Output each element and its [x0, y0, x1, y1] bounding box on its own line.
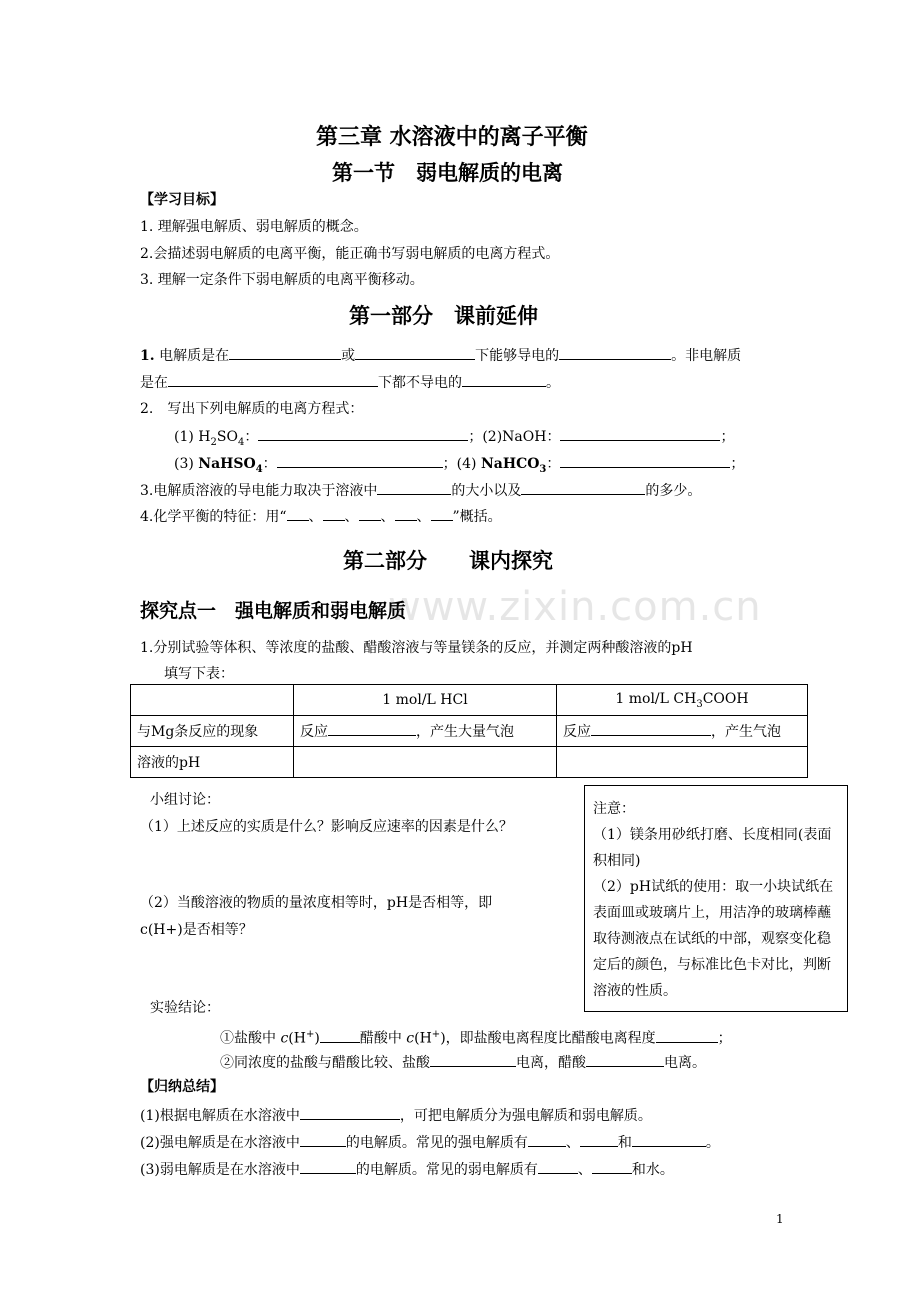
- part1-q3: [140, 480, 701, 501]
- blank[interactable]: [580, 1132, 618, 1147]
- q3-text-c: 的多少。: [645, 483, 702, 499]
- nahco3-formula: NaHCO$_3$: [480, 456, 547, 475]
- colon: ：: [244, 429, 259, 445]
- chapter-title: 第三章 水溶液中的离子平衡: [316, 124, 588, 150]
- separator: ；: [730, 456, 745, 472]
- colon: ：: [546, 456, 561, 472]
- blank[interactable]: [229, 345, 341, 360]
- table-row-label: 溶液的pH: [131, 747, 294, 778]
- separator: 、: [308, 509, 323, 525]
- discussion-q2-line2: c(H+)是否相等？: [140, 922, 253, 938]
- discussion-header: 小组讨论：: [150, 792, 220, 808]
- blank[interactable]: [377, 480, 451, 495]
- conclusion-2-text-b: 电离，醋酸: [516, 1055, 586, 1071]
- blank[interactable]: [168, 372, 378, 387]
- section-title: 第一节 弱电解质的电离: [332, 160, 563, 185]
- q1-text-g: 。: [546, 375, 560, 391]
- part1-q1-line2: [140, 372, 560, 393]
- q1-text-d: 。非电解质: [671, 348, 742, 364]
- blank[interactable]: [287, 506, 309, 521]
- discussion-q2-line1: （2）当酸溶液的物质的量浓度相等时，pH是否相等，即: [140, 895, 493, 911]
- q2-3-label: (3): [174, 456, 194, 472]
- part2-q1-line1: 1.分别试验等体积、等浓度的盐酸、醋酸溶液与等量镁条的反应，并测定两种酸溶液的pH: [140, 640, 693, 656]
- q2-1-label: (1): [174, 429, 194, 445]
- blank[interactable]: [320, 1028, 360, 1043]
- blank[interactable]: [300, 1105, 400, 1120]
- separator: ；: [720, 429, 735, 445]
- blank[interactable]: [632, 1132, 706, 1147]
- part1-q2: 2. 写出下列电解质的电离方程式：: [140, 401, 364, 417]
- blank[interactable]: [560, 426, 720, 441]
- part2-q1-line2: 填写下表：: [164, 666, 234, 682]
- summary-3: (3)弱电解质是在水溶液中 的电解质。常见的弱电解质有 、 和水。: [140, 1159, 674, 1180]
- blank[interactable]: [277, 453, 443, 468]
- page-number: 1: [776, 1212, 784, 1226]
- conclusion-1: ①盐酸中 c(H+) 醋酸中 c(H+)，即盐酸电离程度比醋酸电离程度 ；: [220, 1029, 732, 1047]
- note-line-1: （1）镁条用砂纸打磨、长度相同(表面积相同): [593, 827, 832, 869]
- table-cell: 反应 ，产生气泡: [557, 716, 808, 747]
- blank[interactable]: [521, 480, 645, 495]
- table-row-label: 与Mg条反应的现象: [131, 716, 294, 747]
- separator: 、: [416, 509, 431, 525]
- separator: ；: [442, 456, 457, 472]
- blank[interactable]: [355, 345, 475, 360]
- objective-1: 1. 理解强电解质、弱电解质的概念。: [140, 219, 368, 235]
- conclusion-2: [220, 1052, 706, 1073]
- q1-text-e: 是在: [140, 375, 168, 391]
- blank[interactable]: [430, 1052, 516, 1067]
- table-cell[interactable]: [294, 747, 557, 778]
- q2-4-label: (4): [456, 456, 477, 472]
- conclusion-2-text-a: ②同浓度的盐酸与醋酸比较、盐酸: [220, 1055, 430, 1071]
- separator: 、: [344, 509, 359, 525]
- table-row: [131, 716, 808, 747]
- h2so4-formula: $H_2SO_4$: [198, 429, 245, 448]
- objective-2: 2.会描述弱电解质的电离平衡，能正确书写弱电解质的电离方程式。: [140, 246, 560, 262]
- part1-q2-row1: [174, 426, 734, 453]
- part1-q1-line1: [140, 345, 741, 366]
- separator: 、: [380, 509, 395, 525]
- q1-text-b: 或: [341, 348, 356, 364]
- table-row: [131, 747, 808, 778]
- note-box: [584, 785, 848, 1012]
- q3-text-b: 的大小以及: [451, 483, 522, 499]
- conclusion-header: 实验结论：: [150, 1000, 220, 1016]
- table-header-hcl: 1 mol/L HCl: [294, 685, 557, 716]
- watermark: www.zixin.com.cn: [388, 584, 762, 630]
- blank[interactable]: [300, 1132, 346, 1147]
- table-header-row: [131, 685, 808, 716]
- separator: ；: [468, 429, 483, 445]
- blank[interactable]: [395, 506, 417, 521]
- q1-text-c: 下能够导电的: [475, 348, 560, 364]
- part2-subheading: 探究点一 强电解质和弱电解质: [140, 600, 407, 622]
- q3-text-a: 3.电解质溶液的导电能力取决于溶液中: [140, 483, 378, 499]
- blank[interactable]: [359, 506, 381, 521]
- blank[interactable]: [328, 721, 416, 736]
- blank[interactable]: [323, 506, 345, 521]
- q2-2-label: (2)NaOH：: [482, 429, 561, 445]
- discussion-q1: （1）上述反应的实质是什么？影响反应速率的因素是什么？: [140, 819, 513, 835]
- objectives-header: 【学习目标】: [140, 192, 224, 208]
- conclusion-1-text-e: ；: [717, 1030, 732, 1047]
- part2-heading: 第二部分 课内探究: [343, 548, 553, 573]
- table-cell: 反应 ，产生大量气泡: [294, 716, 557, 747]
- blank[interactable]: [258, 426, 468, 441]
- experiment-table: [130, 684, 808, 778]
- table-cell[interactable]: [557, 747, 808, 778]
- conclusion-1-text-b: 醋酸中: [359, 1030, 402, 1047]
- q1-number: 1.: [140, 348, 155, 364]
- blank[interactable]: [462, 372, 546, 387]
- q4-text-b: ”概括。: [452, 509, 502, 525]
- blank[interactable]: [591, 721, 711, 736]
- blank[interactable]: [431, 506, 453, 521]
- q1-text-f: 下都不导电的: [378, 375, 462, 391]
- table-header-ch3cooh: 1 mol/L $CH_3COOH$: [557, 685, 808, 716]
- blank[interactable]: [538, 1159, 578, 1174]
- summary-1: (1)根据电解质在水溶液中 ，可把电解质分为强电解质和弱电解质。: [140, 1105, 652, 1126]
- objective-3: 3. 理解一定条件下弱电解质的电离平衡移动。: [140, 272, 424, 288]
- blank[interactable]: [586, 1052, 664, 1067]
- nahso4-formula: NaHSO$_4$: [198, 456, 263, 475]
- blank[interactable]: [656, 1028, 718, 1043]
- conclusion-2-text-c: 电离。: [664, 1055, 706, 1071]
- q4-text-a: 4.化学平衡的特征：用“: [140, 509, 287, 525]
- note-line-2: （2）pH试纸的使用：取一小块试纸在表面皿或玻璃片上，用洁净的玻璃棒蘸取待测液点在试纸的中部，观察变化稳定后的颜色，与标准比色卡对比，判断溶液的性质。: [593, 879, 834, 999]
- conclusion-1-text-d: ，即盐酸电离程度比醋酸电离程度: [445, 1030, 656, 1047]
- blank[interactable]: [300, 1159, 356, 1174]
- blank[interactable]: [592, 1159, 632, 1174]
- summary-header: 【归纳总结】: [140, 1079, 224, 1095]
- table-cell: [131, 685, 294, 716]
- part1-q4: [140, 506, 502, 527]
- conclusion-1-text-a: ①盐酸中: [220, 1030, 276, 1047]
- blank[interactable]: [560, 453, 730, 468]
- q1-text-a: 电解质是在: [159, 348, 230, 364]
- note-title: 注意：: [593, 801, 635, 817]
- summary-2: (2)强电解质是在水溶液中 的电解质。常见的强电解质有 、 和 。: [140, 1132, 720, 1153]
- colon: ：: [262, 456, 277, 472]
- blank[interactable]: [559, 345, 671, 360]
- part1-heading: 第一部分 课前延伸: [349, 303, 538, 328]
- part1-q2-row2: [174, 453, 744, 480]
- blank[interactable]: [528, 1132, 566, 1147]
